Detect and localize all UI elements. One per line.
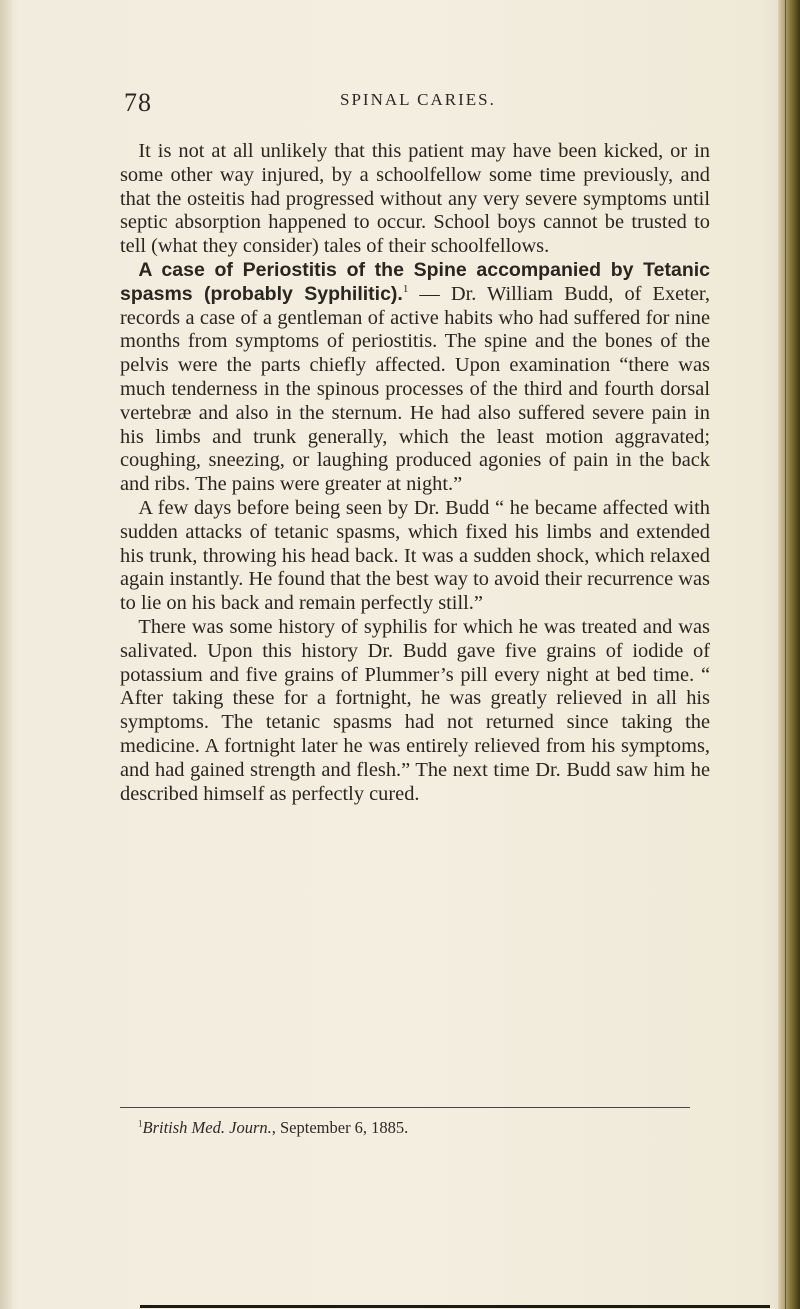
footnote-number: 1 [138, 1118, 143, 1129]
running-head: SPINAL CARIES. [340, 90, 496, 109]
footnote [138, 1118, 408, 1138]
paragraph: There was some history of syphilis for which he was treated and was salivated. Upon this history Dr. Budd gave five grains of iodide of potassium and five grains of Plummer’s pill every night at bed time. “ After taking these for a fortnight, he was greatly relieved in all his symptoms. The tetanic spasms had not returned since taking the medicine. A fortnight later he was entirely relieved from his symptoms, and had gained strength and flesh.” The next time Dr. Budd saw him he described himself as perfectly cured. [120, 615, 710, 805]
paragraph: It is not at all unlikely that this patient may have been kicked, or in some other way injured, by a schoolfellow some time previously, and that the osteitis had progressed without any very severe symptoms until septic absorption happened to occur. School boys cannot be trusted to tell (what they consider) tales of their schoolfellows. [120, 140, 710, 258]
paragraph: A few days before being seen by Dr. Budd “ he became affected with sudden attacks of tetanic spasms, which fixed his limbs and extended his trunk, throwing his head back. It was a sudden shock, which relaxed again instantly. He found that the best way to avoid their recurrence was to lie on his back and remain perfectly still.” [120, 496, 710, 615]
case-paragraph-text: — Dr. William Budd, of Exeter, records a case of a gentleman of active habits who had suffered for nine months from symptoms of periostitis. The spine and the bones of the pelvis were the parts chiefly affected. Upon examination “there was much tenderness in the spinous processes of the third and fourth dorsal vertebræ and also in the sternum. He had also suffered severe pain in his limbs and trunk generally, which the least motion aggravated; coughing, sneezing, or laughing produced agonies of pain in the back and ribs. The pains were greater at night.” [120, 282, 710, 496]
footnote-journal: British Med. Journ. [142, 1118, 272, 1137]
footnote-citation: , September 6, 1885. [271, 1118, 409, 1137]
page-gutter-shadow [0, 0, 14, 1309]
footnote-marker: 1 [402, 282, 409, 295]
body-text [120, 140, 710, 806]
footnote-rule [120, 1107, 690, 1108]
page-bottom-edge [140, 1305, 770, 1308]
case-paragraph [120, 259, 710, 497]
case-heading: A case of Periostitis of the Spine accompanied by Tetanic spasms (probably Syphilitic). [120, 258, 710, 305]
page-edge-line [785, 0, 786, 1309]
page-number: 78 [124, 88, 152, 117]
page-edge [778, 0, 800, 1309]
